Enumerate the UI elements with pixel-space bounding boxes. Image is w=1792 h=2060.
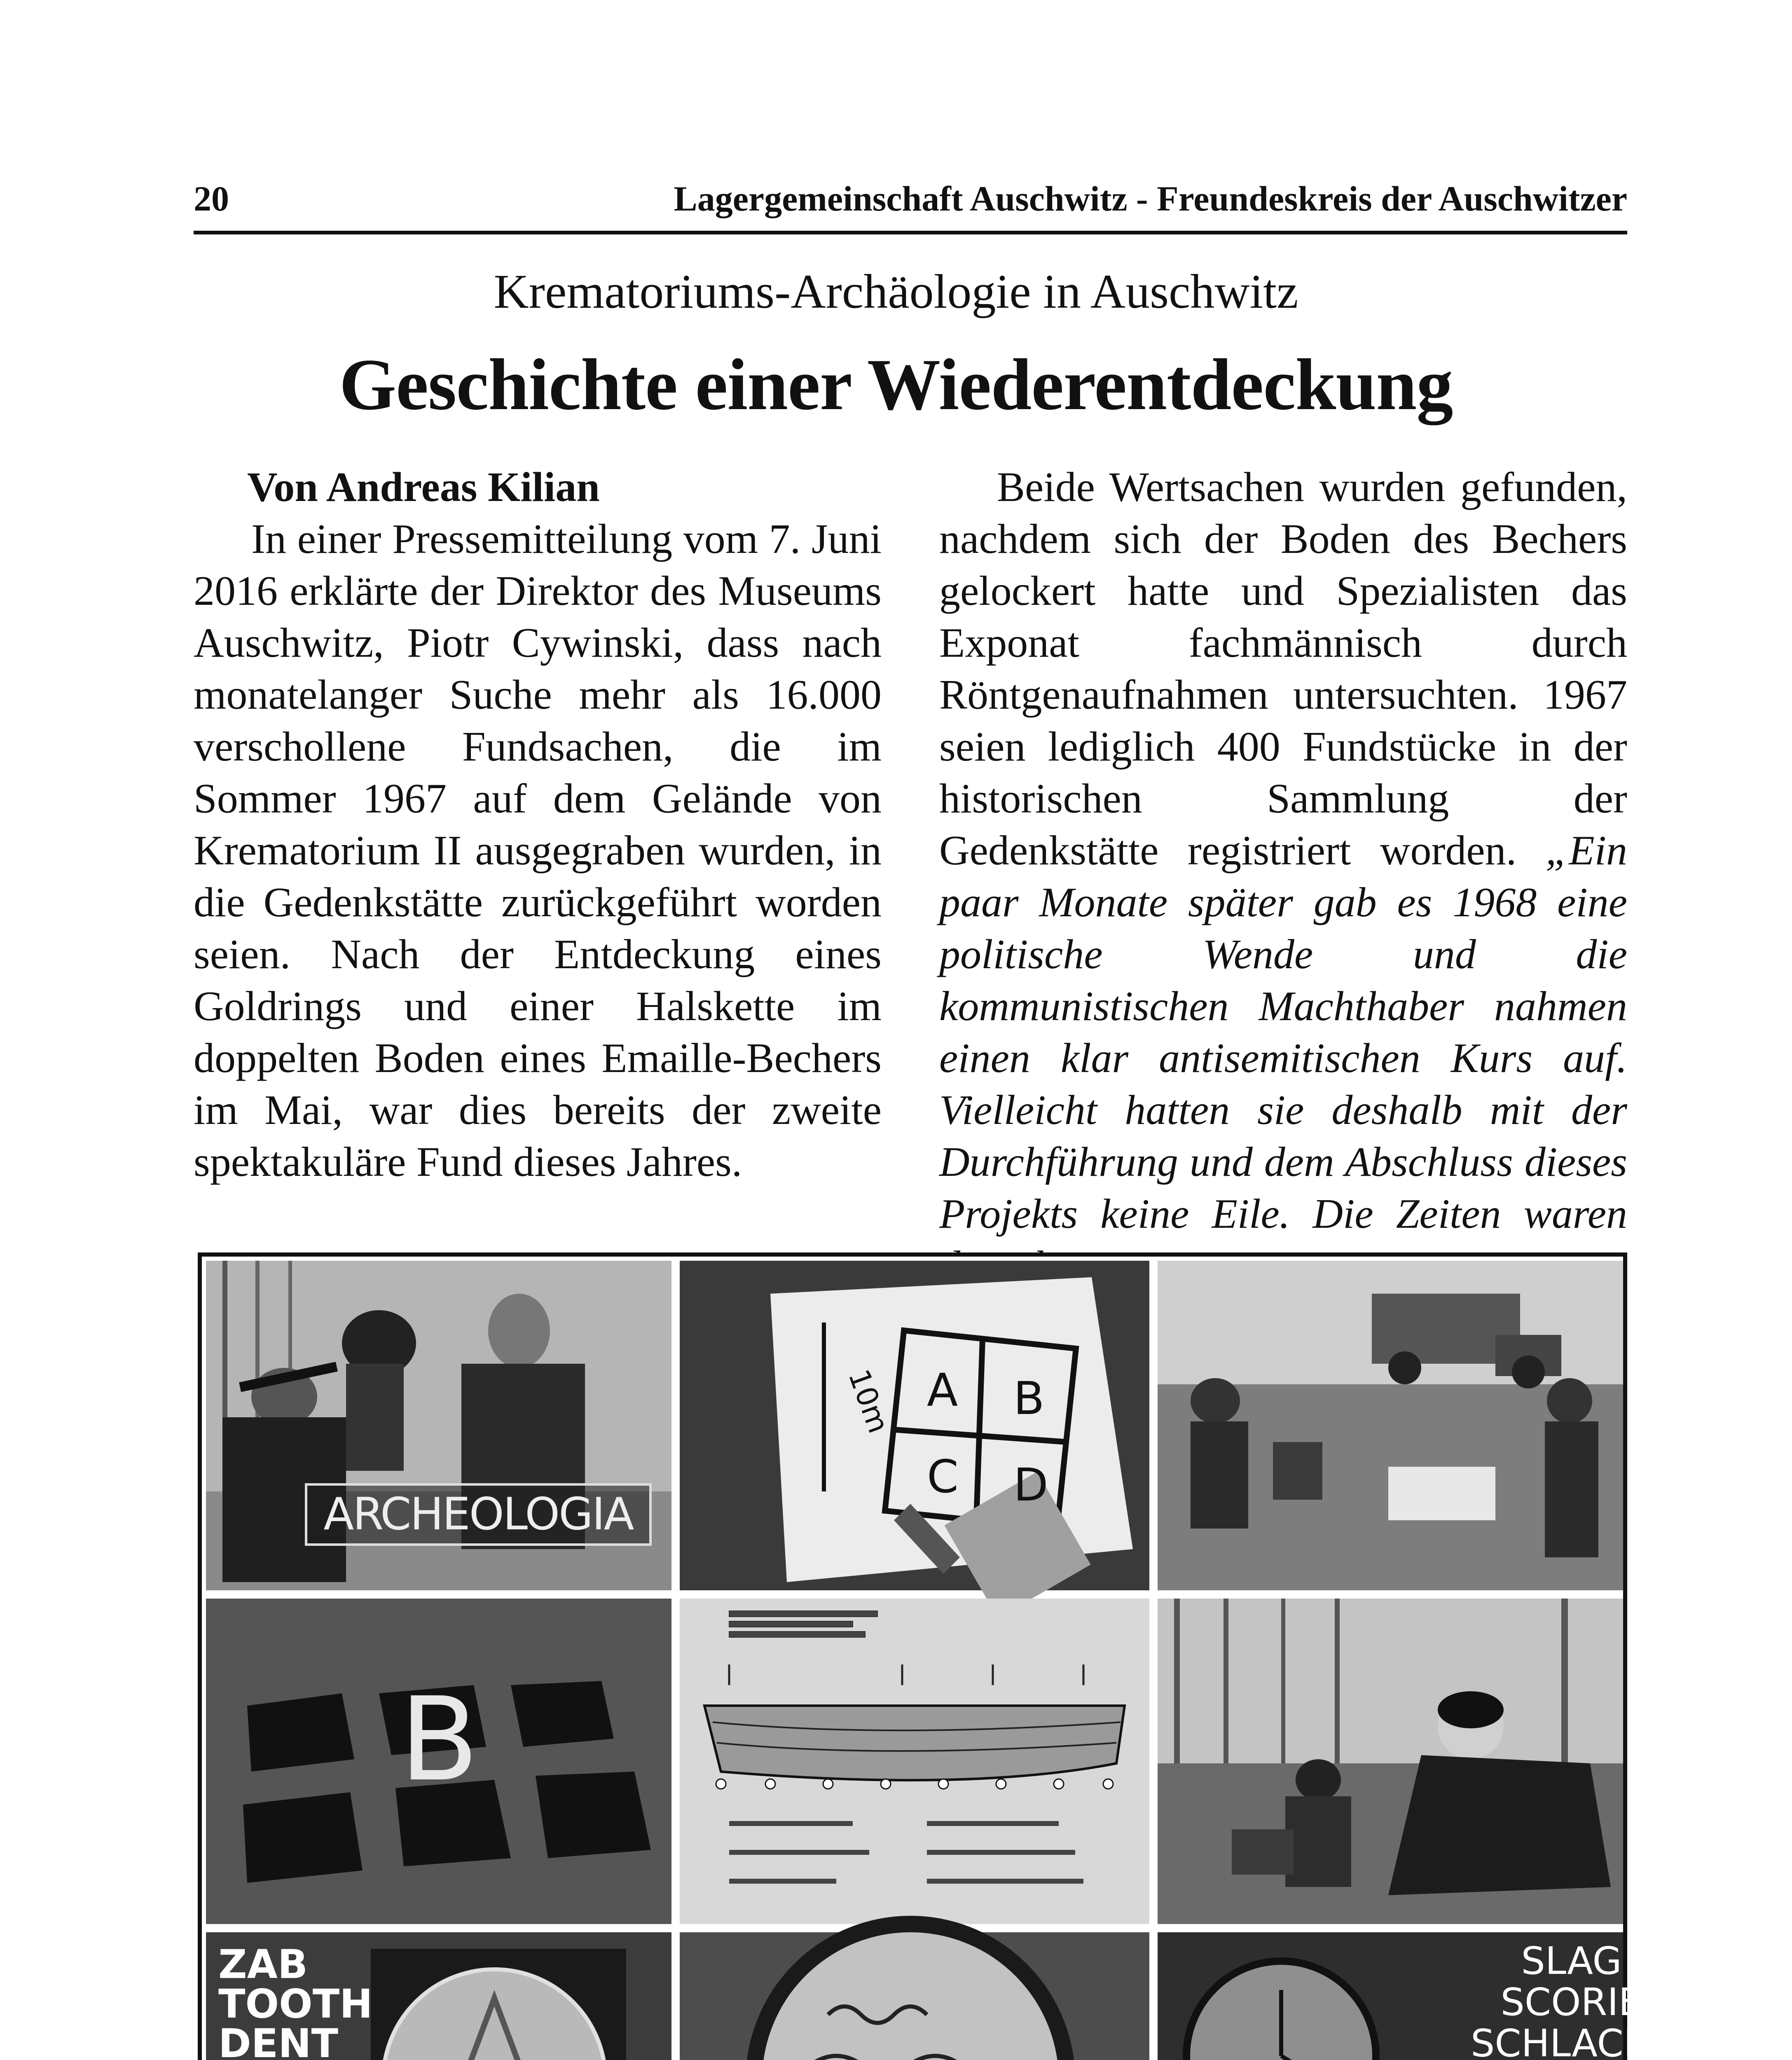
header-rule [194,231,1627,234]
sketch-scale-label: 10m [842,1365,896,1437]
article-kicker: Krematoriums-Archäologie in Auschwitz [494,265,1298,318]
grid-letter-b: B [400,1673,479,1807]
tooth-word-list [218,1941,373,2060]
slag-word: SLAG [1521,1939,1622,1983]
photo-collage [198,1252,1673,2060]
photo-forest-dig [1158,1599,1623,1924]
photo-excavation-site [1158,1261,1623,1590]
article-headline: Geschichte einer Wiederentdeckung [339,344,1453,425]
slag-word-list [1471,1941,1672,2060]
sketch-letter-c: C [927,1450,959,1503]
photo-grid-trenches [206,1599,671,1924]
right-column [939,461,1627,1292]
photo-magnifier-document [680,1932,1149,2060]
photo-pocket-watch [1158,1932,1673,2060]
sketch-letter-a: A [927,1364,958,1416]
right-paragraph-quote: „Ein paar Monate später gab es 1968 eine politische Wende und die kommunistischen Machthaber nahmen einen klar antisemitischen Kurs auf. Vielleicht hatten sie deshalb mit der Durchführung und dem Abschluss dieses Projekts keine Eile. Die Zeiten waren [939,827,1627,1237]
byline: Von Andreas Kilian [247,464,600,510]
sketch-letter-d: D [1013,1458,1048,1511]
tooth-word: ZAB [218,1941,308,1987]
left-column [194,461,882,1188]
tooth-word: TOOTH [218,1981,373,2027]
slag-word: SCHLACKE [1471,2021,1673,2060]
sketch-letter-b: B [1013,1372,1045,1425]
soil-profile-illustration [680,1599,1149,1924]
magnifier-illustration [680,1932,1149,2060]
archeologia-label: ARCHEOLOGIA [305,1483,652,1546]
sketch-illustration [680,1261,1149,1590]
photo-film-crew [206,1261,671,1590]
forest-dig-illustration [1158,1599,1623,1924]
right-paragraph-plain: Beide Wertsachen wurden gefunden, nachdem sich der Boden des Bechers gelockert hatte und Spezialisten das Exponat fachmännisch durch Röntgenaufnahmen untersuchten. 1967 seien lediglich 400 Fundstücke in der historischen Sammlung der Gedenkstätte registriert worden. [939,464,1627,874]
slag-word: SCORIE [1500,1980,1642,2024]
page-number: 20 [194,179,229,218]
left-paragraph: In einer Pressemitteilung vom 7. Juni 2016 erklärte der Direktor des Museums Auschwitz, Piotr Cywinski, dass nach monatelanger Suche mehr als 16.000 verschollene Fundsachen, die im Sommer 1967 auf dem Gelände von Krematorium II ausgegraben wurden, in die Gedenkstätte zurückgeführt worden seien. Nach der Entdeckung eines Goldrings und einer Halskette im doppelten Boden eines Emaille-Bechers im Mai, war dies bereits der zweite spektakuläre Fund dieses Jahres. [194,516,882,1185]
tooth-word: DENT [218,2020,339,2060]
right-paragraph [939,461,1627,1292]
excavation-illustration [1158,1261,1623,1590]
photo-tooth-key [206,1932,671,2060]
photo-grid-sketch [680,1261,1149,1590]
photo-soil-profile-diagram [680,1599,1149,1924]
publication-title: Lagergemeinschaft Auschwitz - Freundeskreis der Auschwitzer [674,179,1627,218]
